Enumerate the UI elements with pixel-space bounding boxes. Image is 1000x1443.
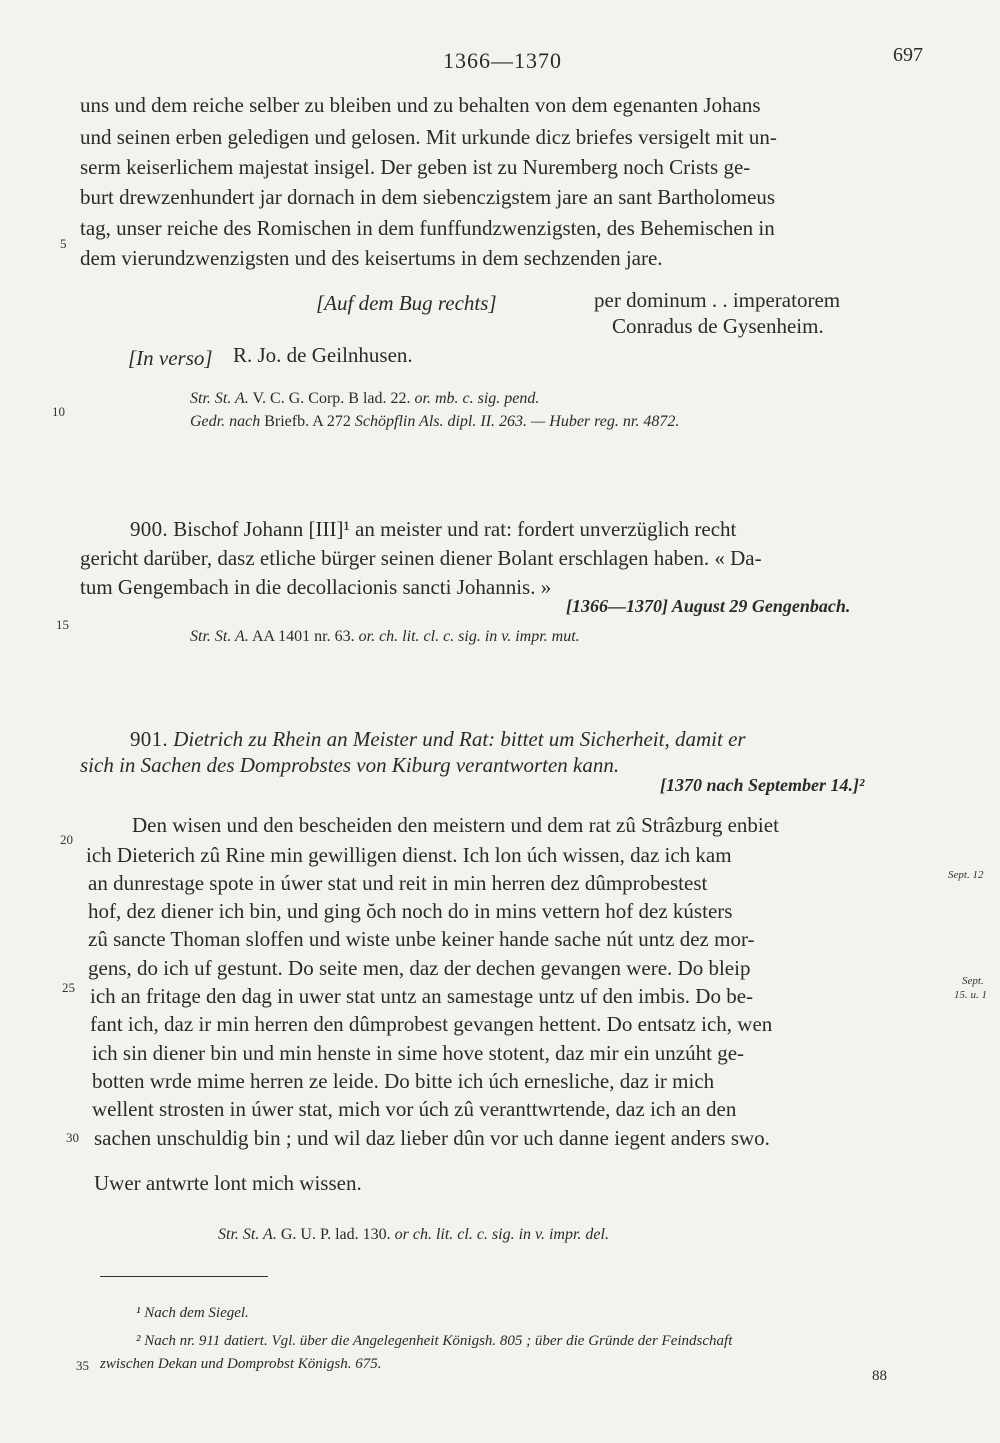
bug-label: [Auf dem Bug rechts] bbox=[316, 291, 497, 315]
verso-label: [In verso] bbox=[128, 346, 213, 370]
source-archive: Str. St. A. bbox=[190, 390, 249, 407]
footnote: ¹ Nach dem Siegel. bbox=[136, 1305, 249, 1321]
text-line: dem vierundzwenzigsten und des keisertums in dem sechzenden jare. bbox=[80, 246, 663, 270]
doc-summary: Bischof Johann [III]¹ an meister und rat: fordert unverzüglich recht bbox=[173, 517, 737, 541]
edition-briefbuch: Briefb. A 272 bbox=[264, 413, 351, 430]
page-header-years: 1366—1370 bbox=[443, 48, 562, 73]
footnote-divider bbox=[100, 1276, 268, 1277]
doc-date: [1366—1370] August 29 Gengenbach. bbox=[566, 596, 851, 616]
doc-date: [1370 nach September 14.]² bbox=[660, 775, 865, 795]
margin-date: Sept. bbox=[962, 975, 984, 987]
text-line: zû sancte Thoman sloffen und wiste unbe keiner hande sache nút untz dez mor- bbox=[88, 927, 755, 951]
text-line: sich in Sachen des Domprobstes von Kiburg verantworten kann. bbox=[80, 753, 620, 777]
text-line: ich sin diener bin und min henste in sime hove stotent, daz mir ein unzúht ge- bbox=[92, 1041, 745, 1065]
text-line: uns und dem reiche selber zu bleiben und zu behalten von dem egenanten Johans bbox=[80, 93, 761, 117]
text-line: ich an fritage den dag in uwer stat untz an samestage untz uf den imbis. Do be- bbox=[90, 984, 754, 1008]
doc901-heading bbox=[130, 726, 746, 752]
doc900-heading bbox=[130, 516, 736, 542]
line-number: 35 bbox=[76, 1358, 89, 1373]
doc-number: 900. bbox=[130, 517, 168, 541]
line-number: 5 bbox=[60, 236, 67, 251]
text-line: burt drewzenhundert jar dornach in dem siebenczigstem jare an sant Bartholomeus bbox=[80, 185, 776, 209]
source-description: or ch. lit. cl. c. sig. in v. impr. del. bbox=[394, 1226, 609, 1243]
source-line bbox=[190, 390, 539, 408]
source-line bbox=[218, 1226, 609, 1244]
margin-date: 15. u. 1 bbox=[954, 989, 987, 1001]
footnote: ² Nach nr. 911 datiert. Vgl. über die Angelegenheit Königsh. 805 ; über die Gründe der Feindschaft bbox=[136, 1333, 733, 1349]
text-line: ich Dieterich zû Rine min gewilligen dienst. Ich lon úch wissen, daz ich kam bbox=[86, 843, 732, 867]
source-archive: Str. St. A. bbox=[218, 1226, 277, 1243]
text-line: sachen unschuldig bin ; und wil daz lieber dûn vor uch danne iegent anders swo. bbox=[94, 1126, 770, 1150]
text-line: gericht darüber, dasz etliche bürger seinen diener Bolant erschlagen haben. « Da- bbox=[80, 546, 762, 570]
footnote: zwischen Dekan und Domprobst Königsh. 675. bbox=[100, 1356, 382, 1372]
text-line: an dunrestage spote in úwer stat und reit in min herren dez dûmprobestest bbox=[88, 871, 708, 895]
edition-line bbox=[190, 413, 679, 431]
text-line: wellent strosten in úwer stat, mich vor úch zû veranttwrtende, daz ich an den bbox=[92, 1097, 737, 1121]
source-signature: V. C. G. Corp. B lad. 22. bbox=[252, 390, 411, 407]
conradus-signature: Conradus de Gysenheim. bbox=[612, 314, 824, 338]
verso-name: R. Jo. de Geilnhusen. bbox=[233, 343, 413, 367]
line-number: 25 bbox=[62, 980, 75, 995]
text-line: fant ich, daz ir min herren den dûmprobest gevangen hettent. Do entsatz ich, wen bbox=[90, 1012, 773, 1036]
text-line: tum Gengembach in die decollacionis sancti Johannis. » bbox=[80, 575, 552, 599]
signature-mark: 88 bbox=[872, 1368, 887, 1384]
line-number: 10 bbox=[52, 404, 65, 419]
doc-summary: Dietrich zu Rhein an Meister und Rat: bittet um Sicherheit, damit er bbox=[173, 727, 746, 751]
source-signature: AA 1401 nr. 63. bbox=[251, 628, 355, 645]
text-line: gens, do ich uf gestunt. Do seite men, daz der dechen gevangen were. Do bleip bbox=[88, 956, 751, 980]
source-description: or. ch. lit. cl. c. sig. in v. impr. mut. bbox=[358, 628, 580, 645]
text-line: tag, unser reiche des Romischen in dem funffundzwenzigsten, des Behemischen in bbox=[80, 216, 775, 240]
source-line bbox=[190, 628, 580, 646]
per-dominum: per dominum . . imperatorem bbox=[594, 288, 841, 312]
margin-date: Sept. 12 bbox=[948, 869, 984, 881]
page-number: 697 bbox=[893, 44, 923, 66]
line-number: 15 bbox=[56, 617, 69, 632]
source-archive: Str. St. A. bbox=[190, 628, 249, 645]
text-line: botten wrde mime herren ze leide. Do bitte ich úch ernesliche, daz ir mich bbox=[92, 1069, 715, 1093]
source-signature: G. U. P. lad. 130. bbox=[280, 1226, 391, 1243]
source-description: or. mb. c. sig. pend. bbox=[414, 390, 540, 407]
line-number: 20 bbox=[60, 832, 73, 847]
line-number: 30 bbox=[66, 1130, 79, 1145]
text-line: und seinen erben geledigen und gelosen. Mit urkunde dicz briefes versigelt mit un- bbox=[80, 125, 777, 149]
text-line: serm keiserlichem majestat insigel. Der geben ist zu Nuremberg noch Crists ge- bbox=[80, 155, 751, 179]
edition-prefix: Gedr. nach bbox=[190, 413, 261, 430]
text-line: Uwer antwrte lont mich wissen. bbox=[94, 1171, 362, 1195]
edition-refs: Schöpflin Als. dipl. II. 263. — Huber reg. nr. 4872. bbox=[354, 413, 680, 430]
text-line: hof, dez diener ich bin, und ging ŏch noch do in mins vettern hof dez kústers bbox=[88, 899, 733, 923]
doc-number: 901. bbox=[130, 727, 168, 751]
text-line: Den wisen und den bescheiden den meistern und dem rat zû Strâzburg enbiet bbox=[132, 813, 779, 837]
